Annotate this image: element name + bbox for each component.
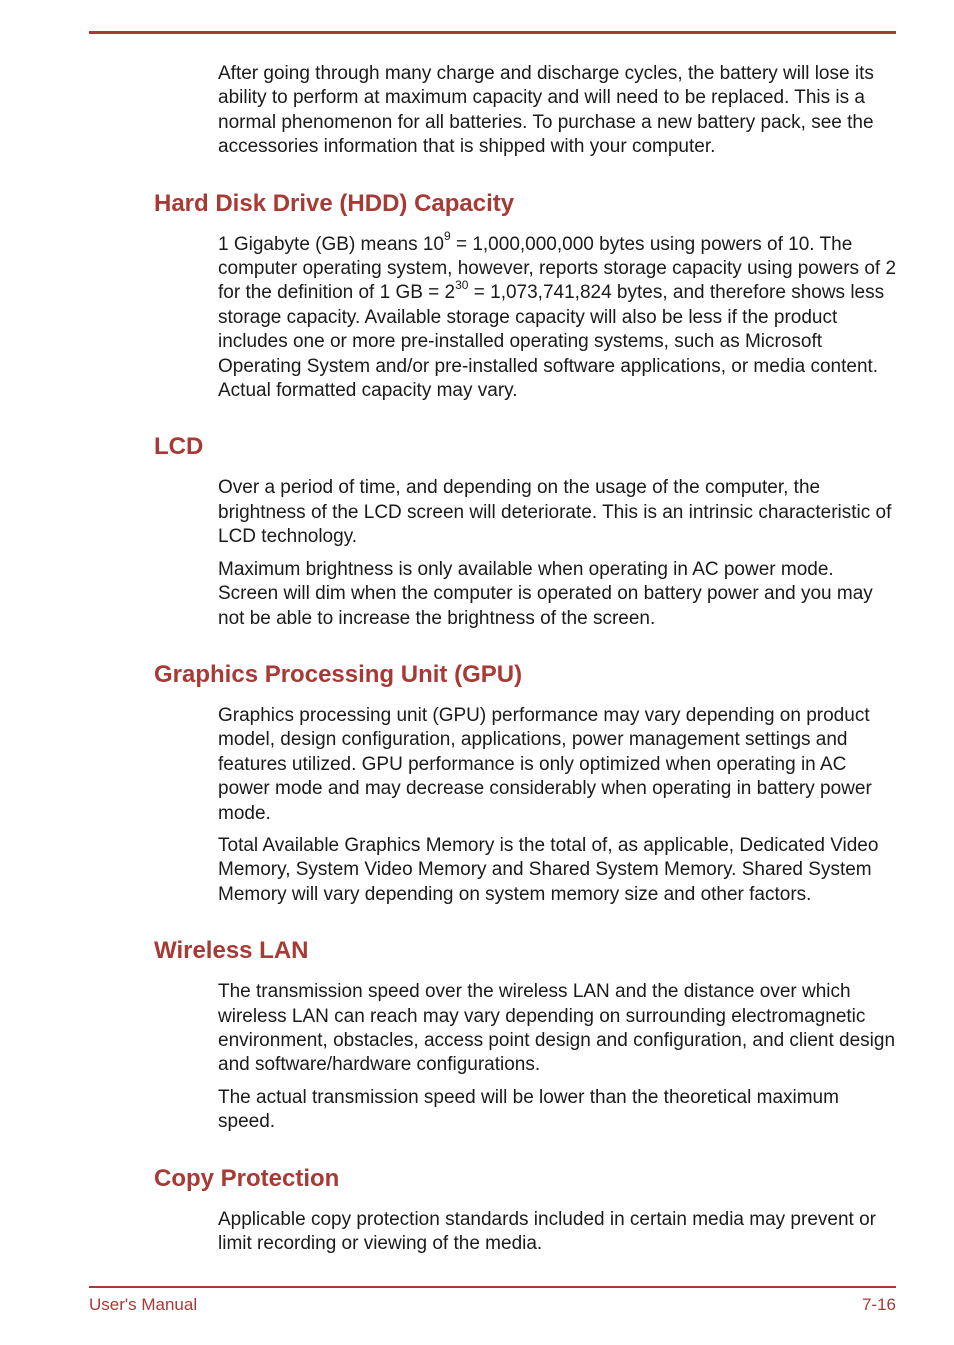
lcd-paragraph: Maximum brightness is only available when operating in AC power mode. Screen will dim when the computer is operated on battery power and you may not be able to increase the brightness of the screen. (218, 558, 873, 629)
copy-protection-paragraph: Applicable copy protection standards included in certain media may prevent or limit recording or viewing of the media. (218, 1208, 876, 1254)
gpu-paragraph: Graphics processing unit (GPU) performance may vary depending on product model, design configuration, applications, power management settings and features utilized. GPU performance is only optimized when operating in AC power mode and may decrease considerably when operating in battery power mode. (218, 704, 872, 824)
section-heading-gpu: Graphics Processing Unit (GPU) (154, 660, 523, 688)
wlan-paragraph: The actual transmission speed will be lower than the theoretical maximum speed. (218, 1086, 839, 1133)
hdd-text-part-1: 1 Gigabyte (GB) means 10 (218, 233, 444, 255)
hdd-text-part-3: = 1,073,741,824 bytes, and therefore shows less storage capacity. Available storage capacity will also be less if the product includes one or more pre-installed operating systems, such as Microsoft Operating System and/or pre-installed software applications, or media content. Actual formatted capacity may vary. (218, 282, 885, 402)
section-heading-hdd: Hard Disk Drive (HDD) Capacity (154, 189, 515, 217)
intro-paragraph: After going through many charge and discharge cycles, the battery will lose its ability to perform at maximum capacity and will need to be replaced. This is a normal phenomenon for all batteries. To purchase a new battery pack, see the accessories information that is shipped with your computer. (218, 63, 874, 158)
footer-rule (89, 1286, 896, 1288)
hdd-text-part-2: = 1,000,000,000 bytes using powers of 10. The computer operating system, however, reports storage capacity using powers of 2 for the definition of 1 GB = 2 (218, 233, 897, 304)
hdd-paragraph (218, 229, 898, 404)
section-heading-lcd: LCD (154, 433, 204, 461)
hdd-exponent-30: 30 (455, 278, 469, 293)
footer-manual-title: User's Manual (89, 1295, 198, 1314)
gpu-paragraph: Total Available Graphics Memory is the total of, as applicable, Dedicated Video Memory, System Video Memory and Shared System Memory. Shared System Memory will vary depending on system memory size and other factors. (218, 834, 879, 905)
section-heading-copy-protection: Copy Protection (154, 1164, 340, 1192)
page-content (0, 62, 954, 1264)
hdd-exponent-9: 9 (444, 229, 451, 244)
lcd-paragraph: Over a period of time, and depending on the usage of the computer, the brightness of the LCD screen will deteriorate. This is an intrinsic characteristic of LCD technology. (218, 477, 892, 548)
header-rule (89, 31, 896, 34)
wlan-paragraph: The transmission speed over the wireless LAN and the distance over which wireless LAN can reach may vary depending on surrounding electromagnetic environment, obstacles, access point design and configuration, and client design and software/hardware configurations. (218, 981, 896, 1076)
footer-page-number: 7-16 (861, 1295, 896, 1314)
section-heading-wireless-lan: Wireless LAN (154, 937, 309, 965)
